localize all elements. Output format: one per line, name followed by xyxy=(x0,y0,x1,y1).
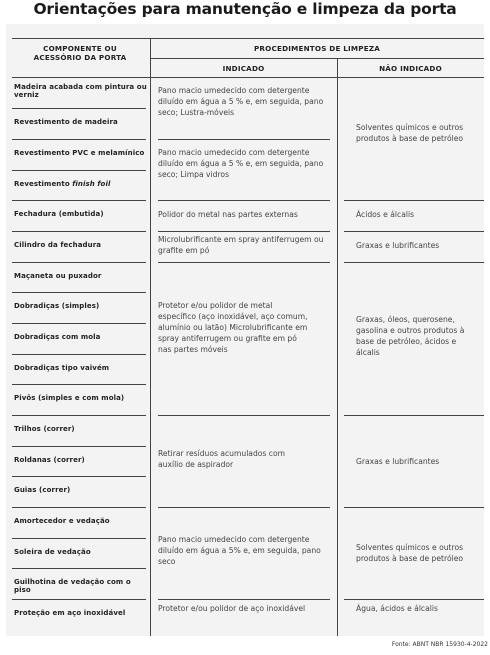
group-rule xyxy=(344,200,484,201)
row-rule xyxy=(12,599,146,600)
indicated-cell: Retirar resíduos acumulados com auxílio de aspirador xyxy=(158,449,286,469)
header-bottom-rule xyxy=(12,77,484,78)
row-rule xyxy=(12,507,146,508)
not-indicated-cell: Solventes químicos e outros produtos à base de petróleo xyxy=(356,123,464,143)
component-cell: Dobradiças com mola xyxy=(14,333,101,341)
component-cell: Pivôs (simples e com mola) xyxy=(14,394,125,402)
row-rule xyxy=(12,384,146,385)
row-rule xyxy=(12,200,146,201)
component-cell: Roldanas (correr) xyxy=(14,456,85,464)
column-divider xyxy=(337,59,338,636)
header-component: COMPONENTE OU ACESSÓRIO DA PORTA xyxy=(33,44,127,62)
group-rule xyxy=(344,231,484,232)
indicated-cell: Polidor do metal nas partes externas xyxy=(158,210,298,219)
component-cell: Guias (correr) xyxy=(14,486,71,494)
indicated-cell: Protetor e/ou polidor de aço inoxidável xyxy=(158,604,306,613)
not-indicated-cell: Ácidos e álcalis xyxy=(356,210,415,219)
group-rule xyxy=(344,262,484,263)
component-cell: Madeira acabada com pintura ou verniz xyxy=(14,83,147,99)
row-rule xyxy=(12,446,146,447)
component-cell: Cilindro da fechadura xyxy=(14,241,102,249)
row-rule xyxy=(12,139,146,140)
header-not-indicated: NÃO INDICADO xyxy=(379,64,442,73)
not-indicated-cell: Solventes químicos e outros produtos à base de petróleo xyxy=(356,543,464,563)
row-rule xyxy=(12,568,146,569)
group-rule xyxy=(158,507,330,508)
component-cell: Revestimento PVC e melamínico xyxy=(14,149,145,157)
not-indicated-cell: Graxas e lubrificantes xyxy=(356,457,440,466)
component-cell: Revestimento de madeira xyxy=(14,118,118,126)
indicated-cell: Pano macio umedecido com detergente diluído em água a 5% e, em seguida, pano seco xyxy=(158,535,321,566)
component-cell: Dobradiças tipo vaivém xyxy=(14,364,110,372)
column-divider xyxy=(150,39,151,636)
indicated-cell: Pano macio umedecido com detergente diluído em água a 5 % e, em seguida, pano seco; Lustra-móveis xyxy=(158,86,324,117)
indicated-cell: Pano macio umedecido com detergente diluído em água a 5 % e, em seguida, pano seco; Limpa vidros xyxy=(158,148,324,179)
group-rule xyxy=(344,415,484,416)
row-rule xyxy=(12,170,146,171)
group-rule xyxy=(344,599,484,600)
row-rule xyxy=(12,231,146,232)
group-rule xyxy=(158,599,330,600)
component-cell: Soleira de vedação xyxy=(14,548,91,556)
maintenance-table xyxy=(6,24,484,636)
component-cell: Trilhos (correr) xyxy=(14,425,75,433)
indicated-cell: Microlubrificante em spray antiferrugem ou grafite em pó xyxy=(158,235,324,255)
component-cell: Amortecedor e vedação xyxy=(14,517,110,525)
component-cell: Proteção em aço inoxidável xyxy=(14,609,126,617)
row-rule xyxy=(12,292,146,293)
page-title: Orientações para manutenção e limpeza da porta xyxy=(33,0,457,18)
row-rule xyxy=(12,476,146,477)
row-rule xyxy=(12,415,146,416)
header-sub-rule xyxy=(150,58,484,59)
group-rule xyxy=(158,231,330,232)
not-indicated-cell: Água, ácidos e álcalis xyxy=(356,604,438,613)
row-rule xyxy=(12,354,146,355)
component-cell: Revestimento finish foil xyxy=(14,180,111,188)
header-indicated: INDICADO xyxy=(222,64,265,73)
group-rule xyxy=(158,200,330,201)
group-rule xyxy=(158,139,330,140)
component-cell: Dobradiças (simples) xyxy=(14,302,100,310)
not-indicated-cell: Graxas e lubrificantes xyxy=(356,241,440,250)
source-note: Fonte: ABNT NBR 15930-4-2022 xyxy=(391,641,488,648)
row-rule xyxy=(12,538,146,539)
component-cell: Maçaneta ou puxador xyxy=(14,272,102,280)
group-rule xyxy=(158,262,330,263)
row-rule xyxy=(12,262,146,263)
row-rule xyxy=(12,108,146,109)
header-top-rule xyxy=(12,38,484,39)
indicated-cell: Protetor e/ou polidor de metal específico (aço inoxidável, aço comum, alumínio ou latão) Microlubrificante em spray antiferrugem ou grafite em pó nas partes móveis xyxy=(158,301,308,354)
row-rule xyxy=(12,323,146,324)
component-cell: Fechadura (embutida) xyxy=(14,210,104,218)
group-rule xyxy=(344,507,484,508)
group-rule xyxy=(158,415,330,416)
header-procedures: PROCEDIMENTOS DE LIMPEZA xyxy=(253,44,381,53)
component-cell: Guilhotina de vedação com o piso xyxy=(14,578,131,594)
not-indicated-cell: Graxas, óleos, querosene, gasolina e outros produtos à base de petróleo, ácidos e álcalis xyxy=(356,315,465,357)
